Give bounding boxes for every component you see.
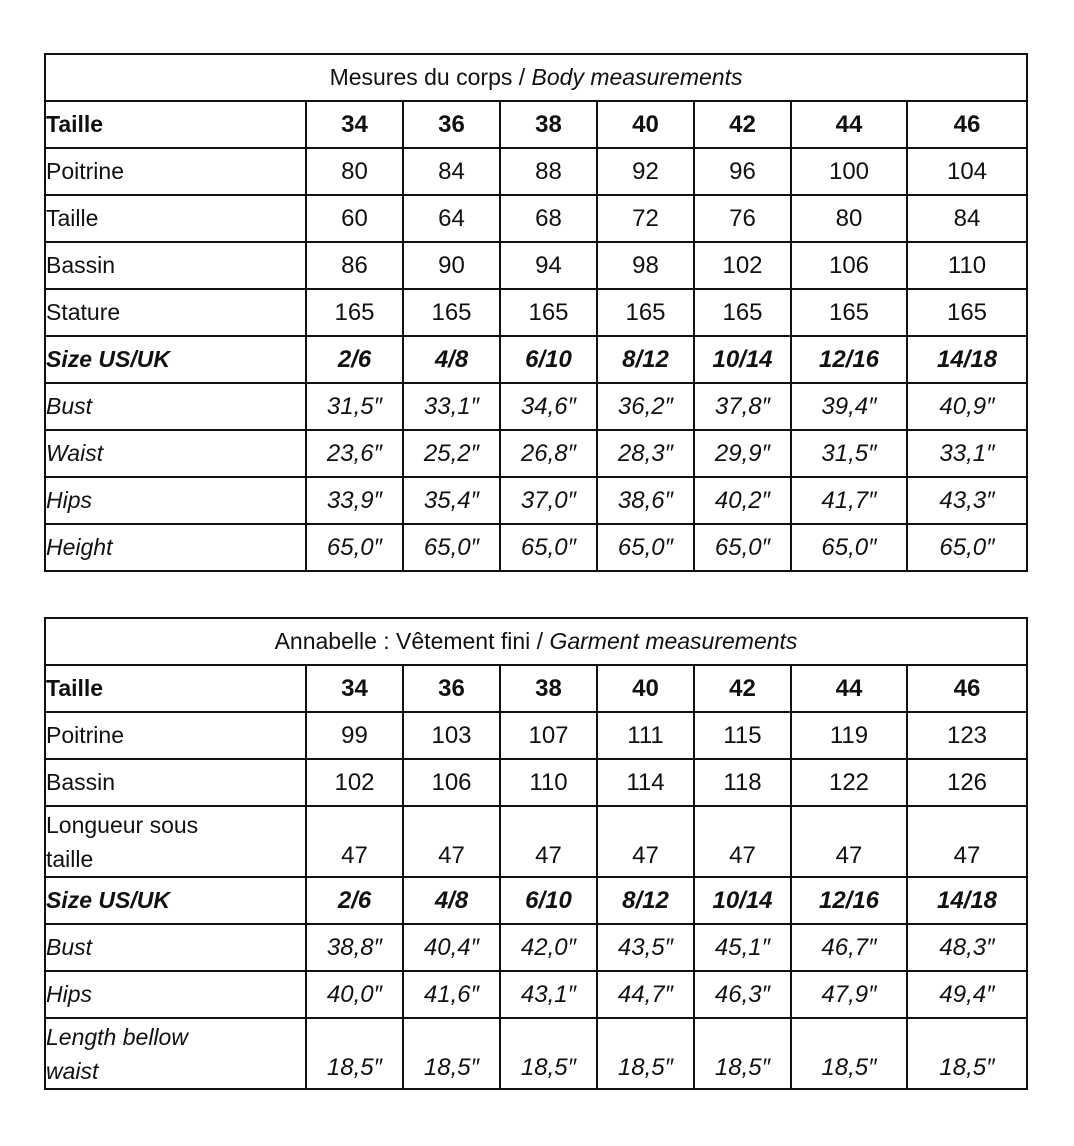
value-cell: 41,6″	[403, 971, 500, 1018]
value-cell: 39,4″	[791, 383, 907, 430]
value-cell: 165	[597, 289, 694, 336]
value-cell: 26,8″	[500, 430, 597, 477]
value-cell: 47	[597, 806, 694, 877]
value-cell: 65,0″	[597, 524, 694, 571]
value-cell: 90	[403, 242, 500, 289]
value-cell: 42,0″	[500, 924, 597, 971]
size-cell: 14/18	[907, 336, 1027, 383]
value-cell: 165	[791, 289, 907, 336]
value-cell: 18,5″	[306, 1018, 403, 1089]
title-en: Garment measurements	[549, 628, 798, 654]
row-label: Taille	[45, 101, 306, 148]
value-cell: 64	[403, 195, 500, 242]
row-label-line: taille	[46, 845, 94, 872]
row-label: Stature	[45, 289, 306, 336]
value-cell: 37,0″	[500, 477, 597, 524]
size-cell: 14/18	[907, 877, 1027, 924]
value-cell: 115	[694, 712, 791, 759]
value-cell: 84	[403, 148, 500, 195]
size-cell: 8/12	[597, 877, 694, 924]
value-cell: 47	[907, 806, 1027, 877]
value-cell: 60	[306, 195, 403, 242]
value-cell: 35,4″	[403, 477, 500, 524]
size-cell: 8/12	[597, 336, 694, 383]
garment-measurements-table	[44, 617, 1028, 1090]
table-row	[45, 289, 1027, 336]
row-label: Poitrine	[45, 148, 306, 195]
size-cell: 10/14	[694, 877, 791, 924]
value-cell: 65,0″	[403, 524, 500, 571]
value-cell: 80	[306, 148, 403, 195]
row-label: Taille	[45, 665, 306, 712]
value-cell: 18,5″	[694, 1018, 791, 1089]
row-label	[45, 1018, 306, 1089]
value-cell: 40,2″	[694, 477, 791, 524]
value-cell: 28,3″	[597, 430, 694, 477]
size-cell: 2/6	[306, 877, 403, 924]
value-cell: 165	[403, 289, 500, 336]
value-cell: 18,5″	[403, 1018, 500, 1089]
value-cell: 98	[597, 242, 694, 289]
value-cell: 126	[907, 759, 1027, 806]
row-label-line: Longueur sous	[46, 811, 199, 838]
row-label: Bassin	[45, 242, 306, 289]
size-cell: 4/8	[403, 877, 500, 924]
size-cell: 46	[907, 665, 1027, 712]
value-cell: 76	[694, 195, 791, 242]
value-cell: 40,0″	[306, 971, 403, 1018]
size-cell: 2/6	[306, 336, 403, 383]
size-fr-row	[45, 101, 1027, 148]
value-cell: 88	[500, 148, 597, 195]
value-cell: 80	[791, 195, 907, 242]
size-cell: 10/14	[694, 336, 791, 383]
value-cell: 96	[694, 148, 791, 195]
row-label: Size US/UK	[45, 877, 306, 924]
value-cell: 18,5″	[500, 1018, 597, 1089]
row-label: Bust	[45, 924, 306, 971]
size-cell: 6/10	[500, 877, 597, 924]
value-cell: 46,7″	[791, 924, 907, 971]
table-row	[45, 242, 1027, 289]
value-cell: 118	[694, 759, 791, 806]
size-cell: 46	[907, 101, 1027, 148]
value-cell: 23,6″	[306, 430, 403, 477]
value-cell: 165	[500, 289, 597, 336]
row-label: Waist	[45, 430, 306, 477]
value-cell: 47	[500, 806, 597, 877]
value-cell: 33,9″	[306, 477, 403, 524]
value-cell: 72	[597, 195, 694, 242]
value-cell: 29,9″	[694, 430, 791, 477]
row-label: Bust	[45, 383, 306, 430]
value-cell: 45,1″	[694, 924, 791, 971]
row-label: Size US/UK	[45, 336, 306, 383]
size-cell: 12/16	[791, 336, 907, 383]
size-cell: 44	[791, 665, 907, 712]
value-cell: 92	[597, 148, 694, 195]
title-fr: Annabelle : Vêtement fini /	[274, 628, 550, 654]
size-cell: 36	[403, 665, 500, 712]
size-cell: 36	[403, 101, 500, 148]
value-cell: 47	[403, 806, 500, 877]
table-row	[45, 712, 1027, 759]
size-cell: 42	[694, 665, 791, 712]
title-fr: Mesures du corps /	[329, 64, 532, 90]
table-row	[45, 1018, 1027, 1089]
value-cell: 99	[306, 712, 403, 759]
value-cell: 65,0″	[500, 524, 597, 571]
value-cell: 103	[403, 712, 500, 759]
value-cell: 38,6″	[597, 477, 694, 524]
size-fr-row	[45, 665, 1027, 712]
size-cell: 38	[500, 665, 597, 712]
value-cell: 165	[907, 289, 1027, 336]
value-cell: 68	[500, 195, 597, 242]
value-cell: 47	[791, 806, 907, 877]
value-cell: 102	[306, 759, 403, 806]
row-label: Bassin	[45, 759, 306, 806]
value-cell: 102	[694, 242, 791, 289]
value-cell: 65,0″	[907, 524, 1027, 571]
value-cell: 31,5″	[306, 383, 403, 430]
value-cell: 65,0″	[694, 524, 791, 571]
table-row	[45, 524, 1027, 571]
value-cell: 65,0″	[791, 524, 907, 571]
value-cell: 33,1″	[403, 383, 500, 430]
row-label-line: waist	[46, 1057, 99, 1084]
value-cell: 18,5″	[791, 1018, 907, 1089]
value-cell: 47	[306, 806, 403, 877]
value-cell: 46,3″	[694, 971, 791, 1018]
value-cell: 31,5″	[791, 430, 907, 477]
body-measurements-table	[44, 53, 1028, 572]
row-label: Poitrine	[45, 712, 306, 759]
value-cell: 18,5″	[907, 1018, 1027, 1089]
value-cell: 110	[907, 242, 1027, 289]
table-row	[45, 924, 1027, 971]
table-row	[45, 383, 1027, 430]
size-cell: 6/10	[500, 336, 597, 383]
table-row	[45, 806, 1027, 877]
row-label	[45, 806, 306, 877]
table-title-row	[45, 618, 1027, 665]
table-row	[45, 477, 1027, 524]
size-cell: 4/8	[403, 336, 500, 383]
value-cell: 110	[500, 759, 597, 806]
row-label: Height	[45, 524, 306, 571]
value-cell: 165	[306, 289, 403, 336]
value-cell: 119	[791, 712, 907, 759]
table-row	[45, 195, 1027, 242]
size-cell: 12/16	[791, 877, 907, 924]
value-cell: 48,3″	[907, 924, 1027, 971]
size-cell: 44	[791, 101, 907, 148]
value-cell: 33,1″	[907, 430, 1027, 477]
value-cell: 25,2″	[403, 430, 500, 477]
table-row	[45, 148, 1027, 195]
value-cell: 106	[403, 759, 500, 806]
title-en: Body measurements	[531, 64, 743, 90]
row-label: Taille	[45, 195, 306, 242]
value-cell: 122	[791, 759, 907, 806]
value-cell: 18,5″	[597, 1018, 694, 1089]
value-cell: 94	[500, 242, 597, 289]
value-cell: 84	[907, 195, 1027, 242]
size-cell: 34	[306, 665, 403, 712]
size-us-row	[45, 877, 1027, 924]
value-cell: 86	[306, 242, 403, 289]
size-cell: 34	[306, 101, 403, 148]
value-cell: 37,8″	[694, 383, 791, 430]
table-title	[45, 618, 1027, 665]
value-cell: 107	[500, 712, 597, 759]
row-label: Hips	[45, 971, 306, 1018]
value-cell: 43,5″	[597, 924, 694, 971]
value-cell: 165	[694, 289, 791, 336]
value-cell: 100	[791, 148, 907, 195]
value-cell: 41,7″	[791, 477, 907, 524]
table-row	[45, 430, 1027, 477]
table-title-row	[45, 54, 1027, 101]
value-cell: 65,0″	[306, 524, 403, 571]
table-title	[45, 54, 1027, 101]
table-row	[45, 971, 1027, 1018]
value-cell: 40,9″	[907, 383, 1027, 430]
value-cell: 34,6″	[500, 383, 597, 430]
value-cell: 47,9″	[791, 971, 907, 1018]
value-cell: 43,3″	[907, 477, 1027, 524]
value-cell: 40,4″	[403, 924, 500, 971]
value-cell: 114	[597, 759, 694, 806]
value-cell: 49,4″	[907, 971, 1027, 1018]
size-cell: 40	[597, 665, 694, 712]
value-cell: 43,1″	[500, 971, 597, 1018]
value-cell: 44,7″	[597, 971, 694, 1018]
table-row	[45, 759, 1027, 806]
value-cell: 106	[791, 242, 907, 289]
value-cell: 47	[694, 806, 791, 877]
size-us-row	[45, 336, 1027, 383]
value-cell: 36,2″	[597, 383, 694, 430]
value-cell: 104	[907, 148, 1027, 195]
value-cell: 111	[597, 712, 694, 759]
size-cell: 42	[694, 101, 791, 148]
value-cell: 123	[907, 712, 1027, 759]
size-cell: 38	[500, 101, 597, 148]
size-cell: 40	[597, 101, 694, 148]
row-label-line: Length bellow	[46, 1023, 188, 1050]
row-label: Hips	[45, 477, 306, 524]
value-cell: 38,8″	[306, 924, 403, 971]
